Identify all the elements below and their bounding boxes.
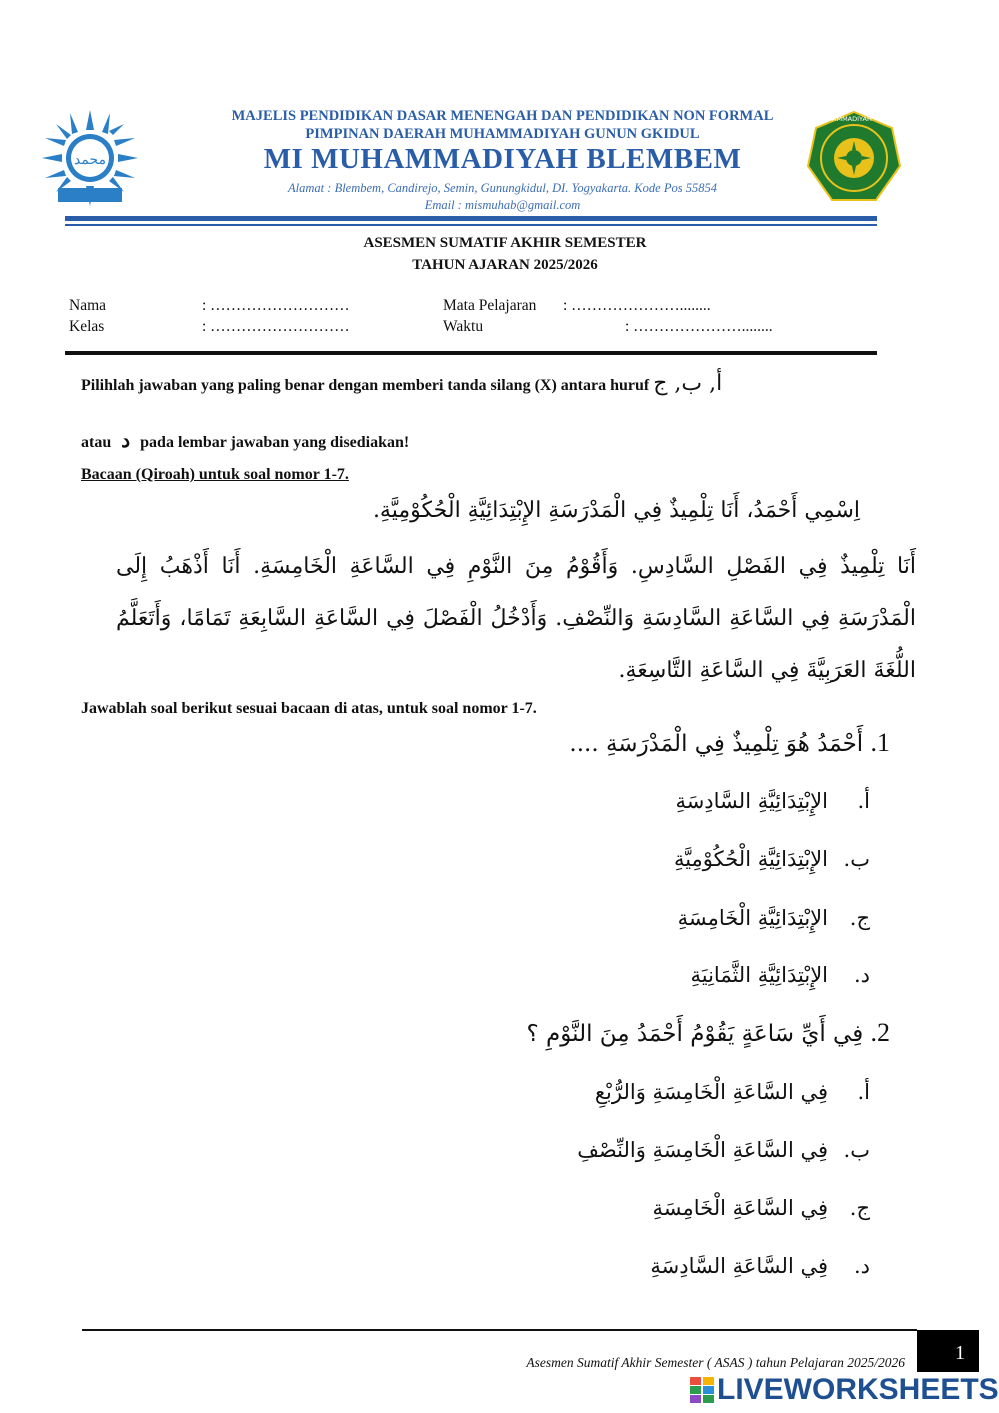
q1-option-b-text: الإِبْتِدَائِيَّةِ الْحُكُوْمِيَّةِ [673,847,828,871]
svg-text:محمد: محمد [74,152,106,168]
question-1 [480,728,890,758]
q1-option-c-text: الإِبْتِدَائِيَّةِ الْخَامِسَةِ [677,906,828,930]
q2-option-c-text: فِي السَّاعَةِ الْخَامِسَةِ [652,1196,828,1220]
q2-option-d[interactable] [520,1254,870,1278]
reading-heading: Bacaan (Qiroah) untuk soal nomor 1-7. [81,466,349,483]
liveworksheets-icon [690,1377,714,1403]
q2-option-a-letter: أ. [857,1080,870,1104]
reading-paragraph: أَنَا تِلْمِيذٌ فِي الفَصْلِ السَّادِسِ. وَأَقُوْمُ مِنَ النَّوْمِ فِي السَّاعَةِ الْخَامِسَةِ. أَنَا أَذْهَبُ إِلَى الْمَدْرَسَةِ فِي السَّاعَةِ السَّادِسَةِ وَالنِّصْفِ. وَأَدْخُلُ الْفَصْلَ فِي السَّاعَةِ السَّابِعَةِ تَمَامًا، وَأَتَعَلَّمُ اللُّغَةَ العَرَبِيَّةَ فِي السَّاعَةِ التَّاسِعَةِ. [116,554,916,683]
q2-option-b-text: فِي السَّاعَةِ الْخَامِسَةِ وَالنِّصْفِ [577,1138,828,1162]
exam-year: TAHUN AJARAN 2025/2026 [412,257,598,273]
q1-option-d-text: الإِبْتِدَائِيَّةِ الثَّمَانِيَةِ [690,963,828,987]
footer-rule [82,1329,917,1331]
q2-option-a[interactable] [520,1080,870,1104]
exam-title: ASESMEN SUMATIF AKHIR SEMESTER [363,235,647,251]
q1-option-d[interactable] [560,963,870,987]
question-2 [480,1018,890,1048]
q1-option-a-letter: أ. [857,789,870,813]
question-1-text: أَحْمَدُ هُوَ تِلْمِيذٌ فِي الْمَدْرَسَةِ .... [569,731,864,757]
q2-option-b-letter: ب. [843,1138,870,1162]
header-rule-thick [65,216,877,221]
question-2-number: 2. [870,1018,890,1047]
q1-option-d-letter: د. [853,963,870,987]
instruction-text-2: pada lembar jawaban yang disediakan! [140,434,410,451]
page-number: 1 [955,1342,965,1364]
page-number-box [917,1330,979,1372]
school-seal-logo [796,110,912,208]
seal-text: (MI) • MUHAMMADIYAH • BLEMBEM [796,115,912,123]
q1-option-c-letter: ج. [849,906,870,930]
question-1-number: 1. [870,728,890,757]
school-name: MI MUHAMMADIYAH BLEMBEM [263,143,742,175]
liveworksheets-watermark [690,1373,999,1407]
header-rule-thin [65,224,877,226]
fields-rule [65,351,877,355]
waktu-field[interactable]: : …………………........ [625,318,773,335]
kelas-field[interactable]: : ……………………… [202,318,350,335]
q2-option-c[interactable] [520,1196,870,1220]
q1-option-a[interactable] [560,789,870,813]
question-2-text: فِي أَيِّ سَاعَةٍ يَقُوْمُ أَحْمَدُ مِنَ النَّوْمِ ؟ [526,1021,864,1047]
q1-option-b[interactable] [560,847,870,871]
q1-option-c[interactable] [560,906,870,930]
waktu-label: Waktu [443,318,484,335]
instruction-letters: أ, ب, ج [653,371,723,396]
header-line-1: MAJELIS PENDIDIKAN DASAR MENENGAH DAN PENDIDIKAN NON FORMAL [231,108,774,124]
footer-text: Asesmen Sumatif Akhir Semester ( ASAS ) tahun Pelajaran 2025/2026 [526,1355,905,1370]
school-address: Alamat : Blembem, Candirejo, Semin, Gunungkidul, DI. Yogyakarta. Kode Pos 55854 [288,181,717,195]
muhammadiyah-logo [40,108,140,208]
nama-field[interactable]: : ……………………… [202,297,350,314]
nama-label: Nama [69,297,107,314]
header-line-2: PIMPINAN DAERAH MUHAMMADIYAH GUNUN GKIDUL [305,126,700,142]
instruction-line-1 [81,371,901,396]
instruction-letter-d: د [121,428,131,452]
q2-option-d-text: فِي السَّاعَةِ السَّادِسَةِ [650,1254,828,1278]
q2-option-c-letter: ج. [849,1196,870,1220]
mapel-label: Mata Pelajaran [443,297,537,314]
q1-option-b-letter: ب. [843,847,870,871]
mapel-field[interactable]: : …………………........ [563,297,711,314]
q1-option-a-text: الإِبْتِدَائِيَّةِ السَّادِسَةِ [675,789,828,813]
school-email: Email : mismuhab@gmail.com [424,198,581,212]
watermark-text: LIVEWORKSHEETS [717,1373,999,1406]
kelas-label: Kelas [69,318,105,335]
instruction-line-2 [81,428,409,452]
instruction-atau: atau [81,434,112,451]
questions-heading: Jawablah soal berikut sesuai bacaan di atas, untuk soal nomor 1-7. [81,700,537,717]
q2-option-d-letter: د. [853,1254,870,1278]
q2-option-b[interactable] [520,1138,870,1162]
q2-option-a-text: فِي السَّاعَةِ الْخَامِسَةِ وَالرُّبْعِ [594,1080,828,1104]
reading-line-1: اِسْمِي أَحْمَدُ، أَنَا تِلْمِيذٌ فِي الْمَدْرَسَةِ الإِبْتِدَائِيَّةِ الْحُكُوْمِيَّةِ. [372,498,860,523]
instruction-text-1: Pilihlah jawaban yang paling benar dengan memberi tanda silang (X) antara huruf [81,377,650,394]
